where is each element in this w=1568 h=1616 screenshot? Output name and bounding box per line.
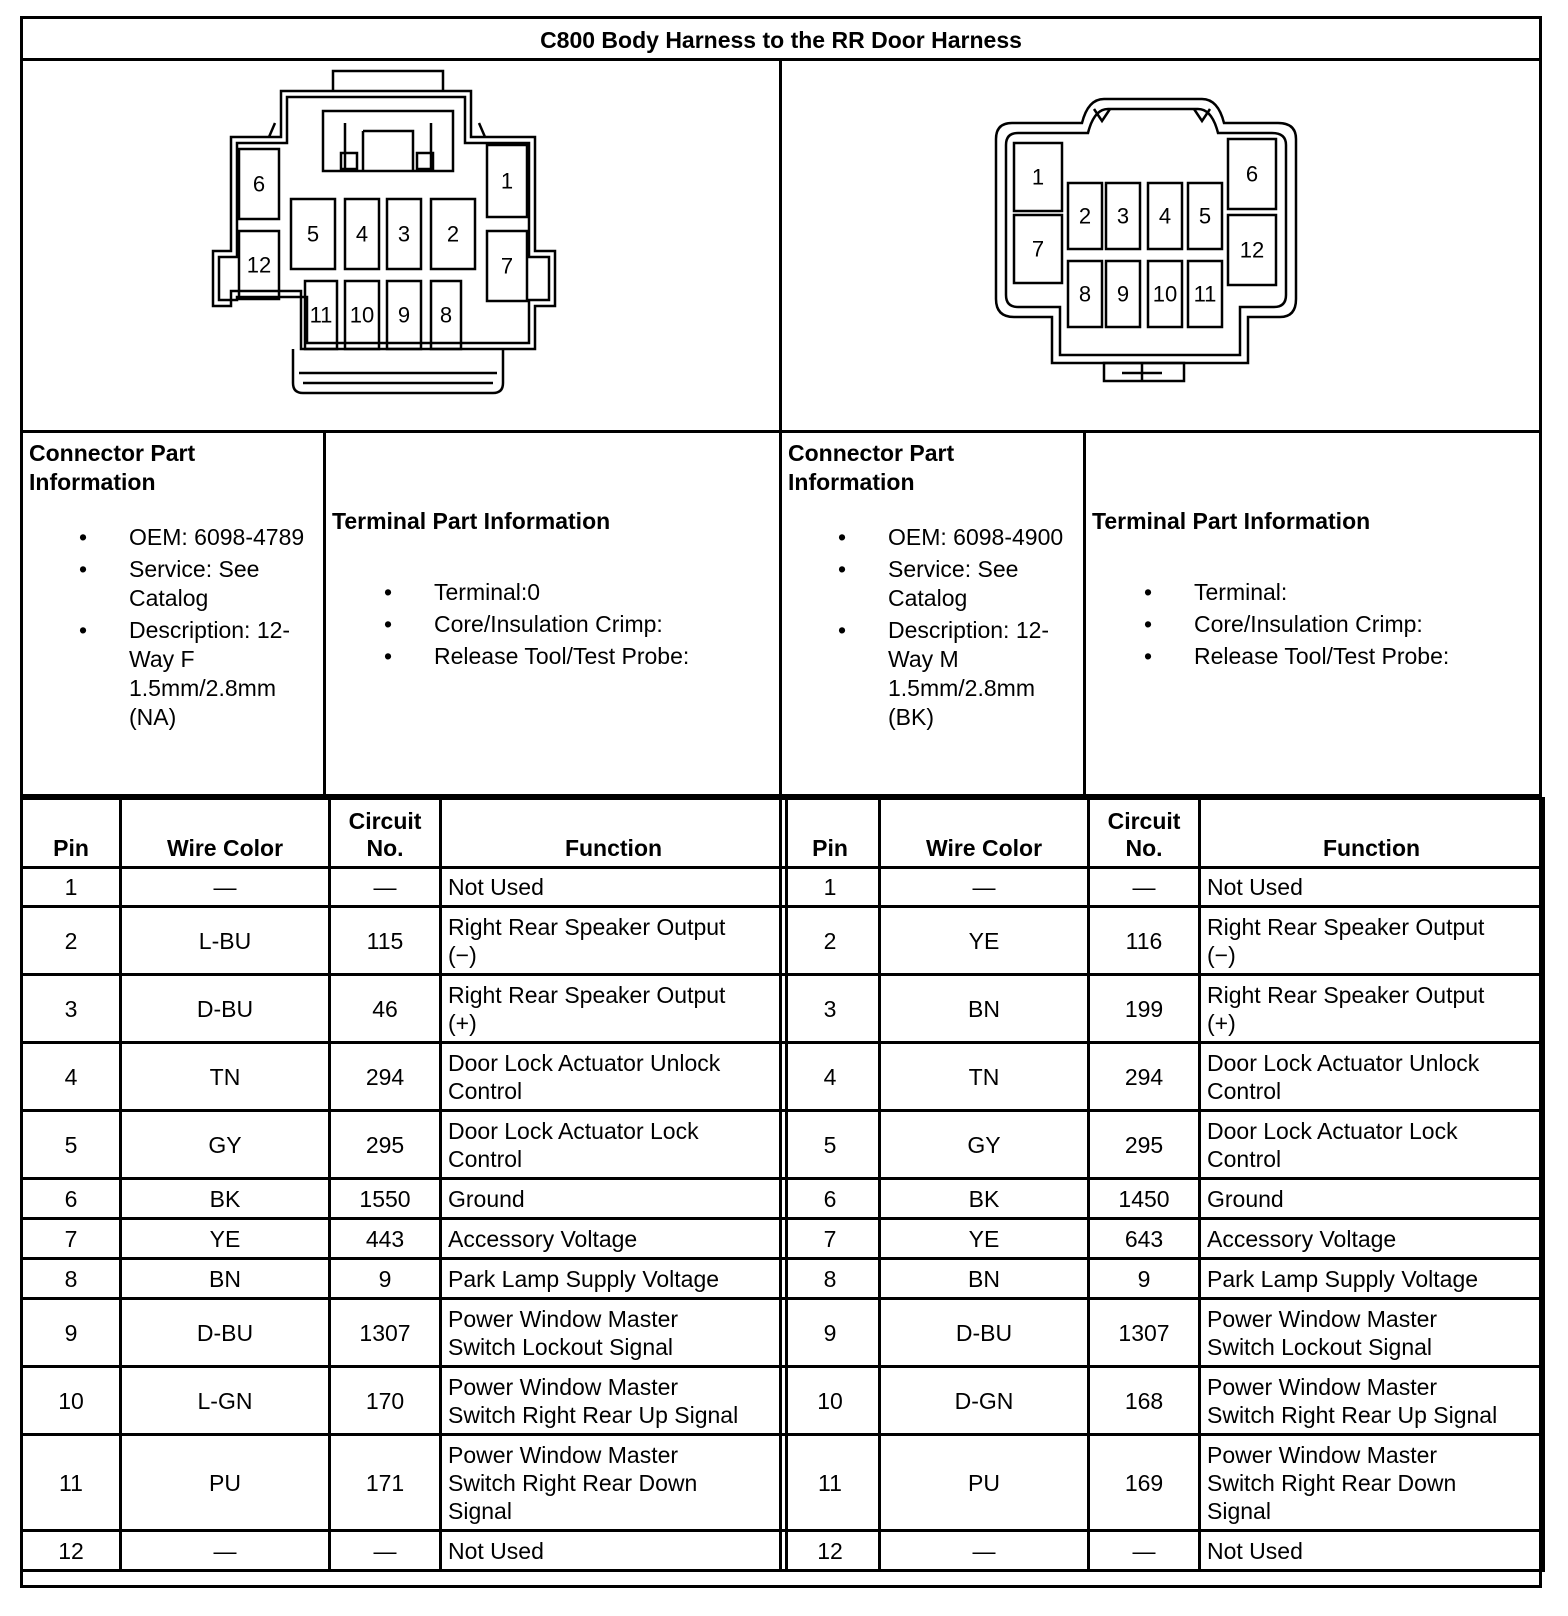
circuit-cell: —	[1089, 868, 1200, 907]
pin-number-label: 4	[355, 221, 369, 247]
pin-cell: 11	[22, 1435, 121, 1531]
right-connector-info	[782, 433, 1086, 797]
connector-info-item: • Service: See Catalog	[788, 555, 1077, 613]
wire-color-header: Wire Color	[880, 799, 1089, 868]
function-cell: Door Lock Actuator Lock Control	[441, 1111, 787, 1179]
male-connector-drawing	[782, 61, 1539, 433]
table-row	[22, 1367, 787, 1435]
sheet-title: C800 Body Harness to the RR Door Harness	[23, 19, 1539, 61]
pin-number-label: 4	[1158, 203, 1172, 229]
wire-color-cell: TN	[880, 1043, 1089, 1111]
wire-color-cell: —	[880, 1531, 1089, 1571]
function-cell: Power Window Master Switch Lockout Signal	[1200, 1299, 1544, 1367]
function-cell: Not Used	[1200, 868, 1544, 907]
pin-cell: 12	[22, 1531, 121, 1571]
function-cell: Park Lamp Supply Voltage	[441, 1259, 787, 1299]
circuit-cell: 9	[330, 1259, 441, 1299]
circuit-header: Circuit No.	[1089, 799, 1200, 868]
circuit-cell: 294	[1089, 1043, 1200, 1111]
pin-cell: 4	[781, 1043, 880, 1111]
pin-number-label: 9	[397, 302, 411, 328]
circuit-cell: —	[330, 1531, 441, 1571]
table-row	[781, 907, 1544, 975]
wire-color-header: Wire Color	[121, 799, 330, 868]
function-cell: Park Lamp Supply Voltage	[1200, 1259, 1544, 1299]
terminal-info-item: • Terminal:0	[332, 578, 773, 607]
wire-color-cell: —	[121, 1531, 330, 1571]
table-row	[22, 1111, 787, 1179]
table-row	[22, 1299, 787, 1367]
wire-color-cell: BK	[880, 1179, 1089, 1219]
wire-color-cell: BN	[880, 975, 1089, 1043]
wire-color-cell: D-BU	[880, 1299, 1089, 1367]
pin-number-label: 8	[1078, 281, 1092, 307]
pin-cell: 1	[781, 868, 880, 907]
circuit-cell: 1307	[330, 1299, 441, 1367]
wire-color-cell: YE	[880, 907, 1089, 975]
pin-number-label: 2	[1078, 203, 1092, 229]
pin-number-label: 5	[306, 221, 320, 247]
pin-number-label: 2	[446, 221, 460, 247]
left-terminal-info	[326, 433, 782, 797]
function-cell: Right Rear Speaker Output (+)	[441, 975, 787, 1043]
wire-color-cell: GY	[121, 1111, 330, 1179]
circuit-cell: 199	[1089, 975, 1200, 1043]
pin-number-label: 11	[1193, 281, 1217, 307]
connector-info-item: • OEM: 6098-4789	[29, 523, 317, 552]
right-terminal-info	[1086, 433, 1539, 797]
pin-number-label: 12	[246, 252, 272, 278]
wire-color-cell: PU	[121, 1435, 330, 1531]
pin-number-label: 6	[1245, 161, 1259, 187]
pin-cell: 12	[781, 1531, 880, 1571]
pin-number-label: 1	[500, 168, 514, 194]
circuit-cell: 170	[330, 1367, 441, 1435]
pin-cell: 6	[781, 1179, 880, 1219]
circuit-cell: 295	[330, 1111, 441, 1179]
table-row	[781, 1435, 1544, 1531]
table-row	[781, 868, 1544, 907]
circuit-cell: 443	[330, 1219, 441, 1259]
table-row	[781, 1219, 1544, 1259]
pin-cell: 9	[22, 1299, 121, 1367]
wire-color-cell: L-GN	[121, 1367, 330, 1435]
circuit-cell: 9	[1089, 1259, 1200, 1299]
terminal-info-item: • Release Tool/Test Probe:	[1092, 642, 1533, 671]
circuit-cell: 115	[330, 907, 441, 975]
female-connector-drawing	[23, 61, 782, 433]
circuit-cell: —	[330, 868, 441, 907]
pin-number-label: 10	[349, 302, 375, 328]
right-connector-diagram	[782, 61, 1539, 433]
function-cell: Door Lock Actuator Unlock Control	[441, 1043, 787, 1111]
pin-cell: 5	[781, 1111, 880, 1179]
male-pin-cavities	[1014, 139, 1276, 327]
circuit-cell: 1550	[330, 1179, 441, 1219]
female-pin-cavities	[239, 145, 527, 349]
terminal-info-item: • Core/Insulation Crimp:	[1092, 610, 1533, 639]
pin-cell: 10	[781, 1367, 880, 1435]
right-terminal-header: Terminal Part Information	[1092, 508, 1371, 534]
pin-cell: 5	[22, 1111, 121, 1179]
pin-cell: 11	[781, 1435, 880, 1531]
function-cell: Power Window Master Switch Right Rear Down Signal	[441, 1435, 787, 1531]
pin-number-label: 7	[1031, 236, 1045, 262]
function-cell: Not Used	[441, 1531, 787, 1571]
circuit-cell: 116	[1089, 907, 1200, 975]
table-row	[22, 1179, 787, 1219]
left-pin-table	[20, 797, 788, 1572]
function-cell: Door Lock Actuator Unlock Control	[1200, 1043, 1544, 1111]
table-row	[22, 975, 787, 1043]
pin-number-label: 1	[1031, 164, 1045, 190]
table-row	[22, 1531, 787, 1571]
pin-cell: 7	[781, 1219, 880, 1259]
table-row	[22, 868, 787, 907]
wire-color-cell: —	[880, 868, 1089, 907]
table-row	[22, 1219, 787, 1259]
wire-color-cell: YE	[880, 1219, 1089, 1259]
function-cell: Power Window Master Switch Right Rear Down Signal	[1200, 1435, 1544, 1531]
wire-color-cell: BN	[880, 1259, 1089, 1299]
left-connector-header: Connector Part Information	[29, 440, 196, 495]
pin-number-label: 12	[1239, 237, 1265, 263]
function-cell: Ground	[1200, 1179, 1544, 1219]
circuit-cell: 295	[1089, 1111, 1200, 1179]
pin-number-label: 6	[252, 171, 266, 197]
connector-info-item: • Description: 12- Way F 1.5mm/2.8mm (NA)	[29, 616, 317, 732]
pin-cell: 7	[22, 1219, 121, 1259]
pin-cell: 2	[22, 907, 121, 975]
function-cell: Accessory Voltage	[1200, 1219, 1544, 1259]
left-terminal-header: Terminal Part Information	[332, 508, 611, 534]
pin-number-label: 7	[500, 253, 514, 279]
pin-number-label: 5	[1198, 203, 1212, 229]
circuit-cell: 168	[1089, 1367, 1200, 1435]
wire-color-cell: L-BU	[121, 907, 330, 975]
table-row	[22, 1259, 787, 1299]
function-cell: Right Rear Speaker Output (−)	[441, 907, 787, 975]
pin-cell: 6	[22, 1179, 121, 1219]
connector-info-item: • Service: See Catalog	[29, 555, 317, 613]
function-header: Function	[1200, 799, 1544, 868]
left-connector-info	[23, 433, 326, 797]
function-cell: Ground	[441, 1179, 787, 1219]
circuit-cell: 1450	[1089, 1179, 1200, 1219]
pin-cell: 4	[22, 1043, 121, 1111]
circuit-cell: —	[1089, 1531, 1200, 1571]
connector-info-item: • OEM: 6098-4900	[788, 523, 1077, 552]
circuit-cell: 643	[1089, 1219, 1200, 1259]
right-connector-header: Connector Part Information	[788, 440, 955, 495]
pin-cell: 3	[22, 975, 121, 1043]
pin-cell: 2	[781, 907, 880, 975]
pin-cell: 10	[22, 1367, 121, 1435]
table-row	[781, 1111, 1544, 1179]
pin-cell: 3	[781, 975, 880, 1043]
circuit-cell: 169	[1089, 1435, 1200, 1531]
pin-cell: 8	[781, 1259, 880, 1299]
function-cell: Right Rear Speaker Output (−)	[1200, 907, 1544, 975]
pin-cell: 9	[781, 1299, 880, 1367]
function-cell: Right Rear Speaker Output (+)	[1200, 975, 1544, 1043]
pin-number-label: 8	[439, 302, 453, 328]
pin-number-label: 3	[1116, 203, 1130, 229]
wire-color-cell: D-GN	[880, 1367, 1089, 1435]
function-cell: Not Used	[1200, 1531, 1544, 1571]
right-terminal-items	[1092, 578, 1533, 671]
table-row	[781, 1531, 1544, 1571]
pin-header: Pin	[781, 799, 880, 868]
pin-header: Pin	[22, 799, 121, 868]
table-row	[22, 1043, 787, 1111]
circuit-header: Circuit No.	[330, 799, 441, 868]
wire-color-cell: BK	[121, 1179, 330, 1219]
connector-info-item: • Description: 12- Way M 1.5mm/2.8mm (BK)	[788, 616, 1077, 732]
terminal-info-item: • Release Tool/Test Probe:	[332, 642, 773, 671]
right-connector-items	[788, 523, 1077, 732]
function-cell: Door Lock Actuator Lock Control	[1200, 1111, 1544, 1179]
function-cell: Not Used	[441, 868, 787, 907]
terminal-info-item: • Terminal:	[1092, 578, 1533, 607]
circuit-cell: 1307	[1089, 1299, 1200, 1367]
pin-cell: 8	[22, 1259, 121, 1299]
wire-color-cell: BN	[121, 1259, 330, 1299]
left-connector-items	[29, 523, 317, 732]
table-row	[781, 975, 1544, 1043]
right-pin-table	[779, 797, 1545, 1572]
table-row	[781, 1367, 1544, 1435]
table-row	[22, 1435, 787, 1531]
wire-color-cell: D-BU	[121, 1299, 330, 1367]
table-row	[781, 1043, 1544, 1111]
function-cell: Power Window Master Switch Lockout Signal	[441, 1299, 787, 1367]
function-cell: Power Window Master Switch Right Rear Up Signal	[1200, 1367, 1544, 1435]
table-row	[781, 1179, 1544, 1219]
wire-color-cell: —	[121, 868, 330, 907]
table-row	[781, 1259, 1544, 1299]
wire-color-cell: GY	[880, 1111, 1089, 1179]
left-connector-diagram	[23, 61, 782, 433]
left-terminal-items	[332, 578, 773, 671]
pin-cell: 1	[22, 868, 121, 907]
circuit-cell: 294	[330, 1043, 441, 1111]
table-row	[781, 1299, 1544, 1367]
function-header: Function	[441, 799, 787, 868]
wire-color-cell: YE	[121, 1219, 330, 1259]
wire-color-cell: TN	[121, 1043, 330, 1111]
function-cell: Power Window Master Switch Right Rear Up Signal	[441, 1367, 787, 1435]
pin-number-label: 3	[397, 221, 411, 247]
pin-number-label: 11	[309, 302, 333, 328]
function-cell: Accessory Voltage	[441, 1219, 787, 1259]
circuit-cell: 171	[330, 1435, 441, 1531]
wire-color-cell: D-BU	[121, 975, 330, 1043]
terminal-info-item: • Core/Insulation Crimp:	[332, 610, 773, 639]
pin-number-label: 10	[1152, 281, 1178, 307]
table-row	[22, 907, 787, 975]
circuit-cell: 46	[330, 975, 441, 1043]
wire-color-cell: PU	[880, 1435, 1089, 1531]
pin-number-label: 9	[1116, 281, 1130, 307]
connector-sheet	[20, 16, 1542, 1588]
